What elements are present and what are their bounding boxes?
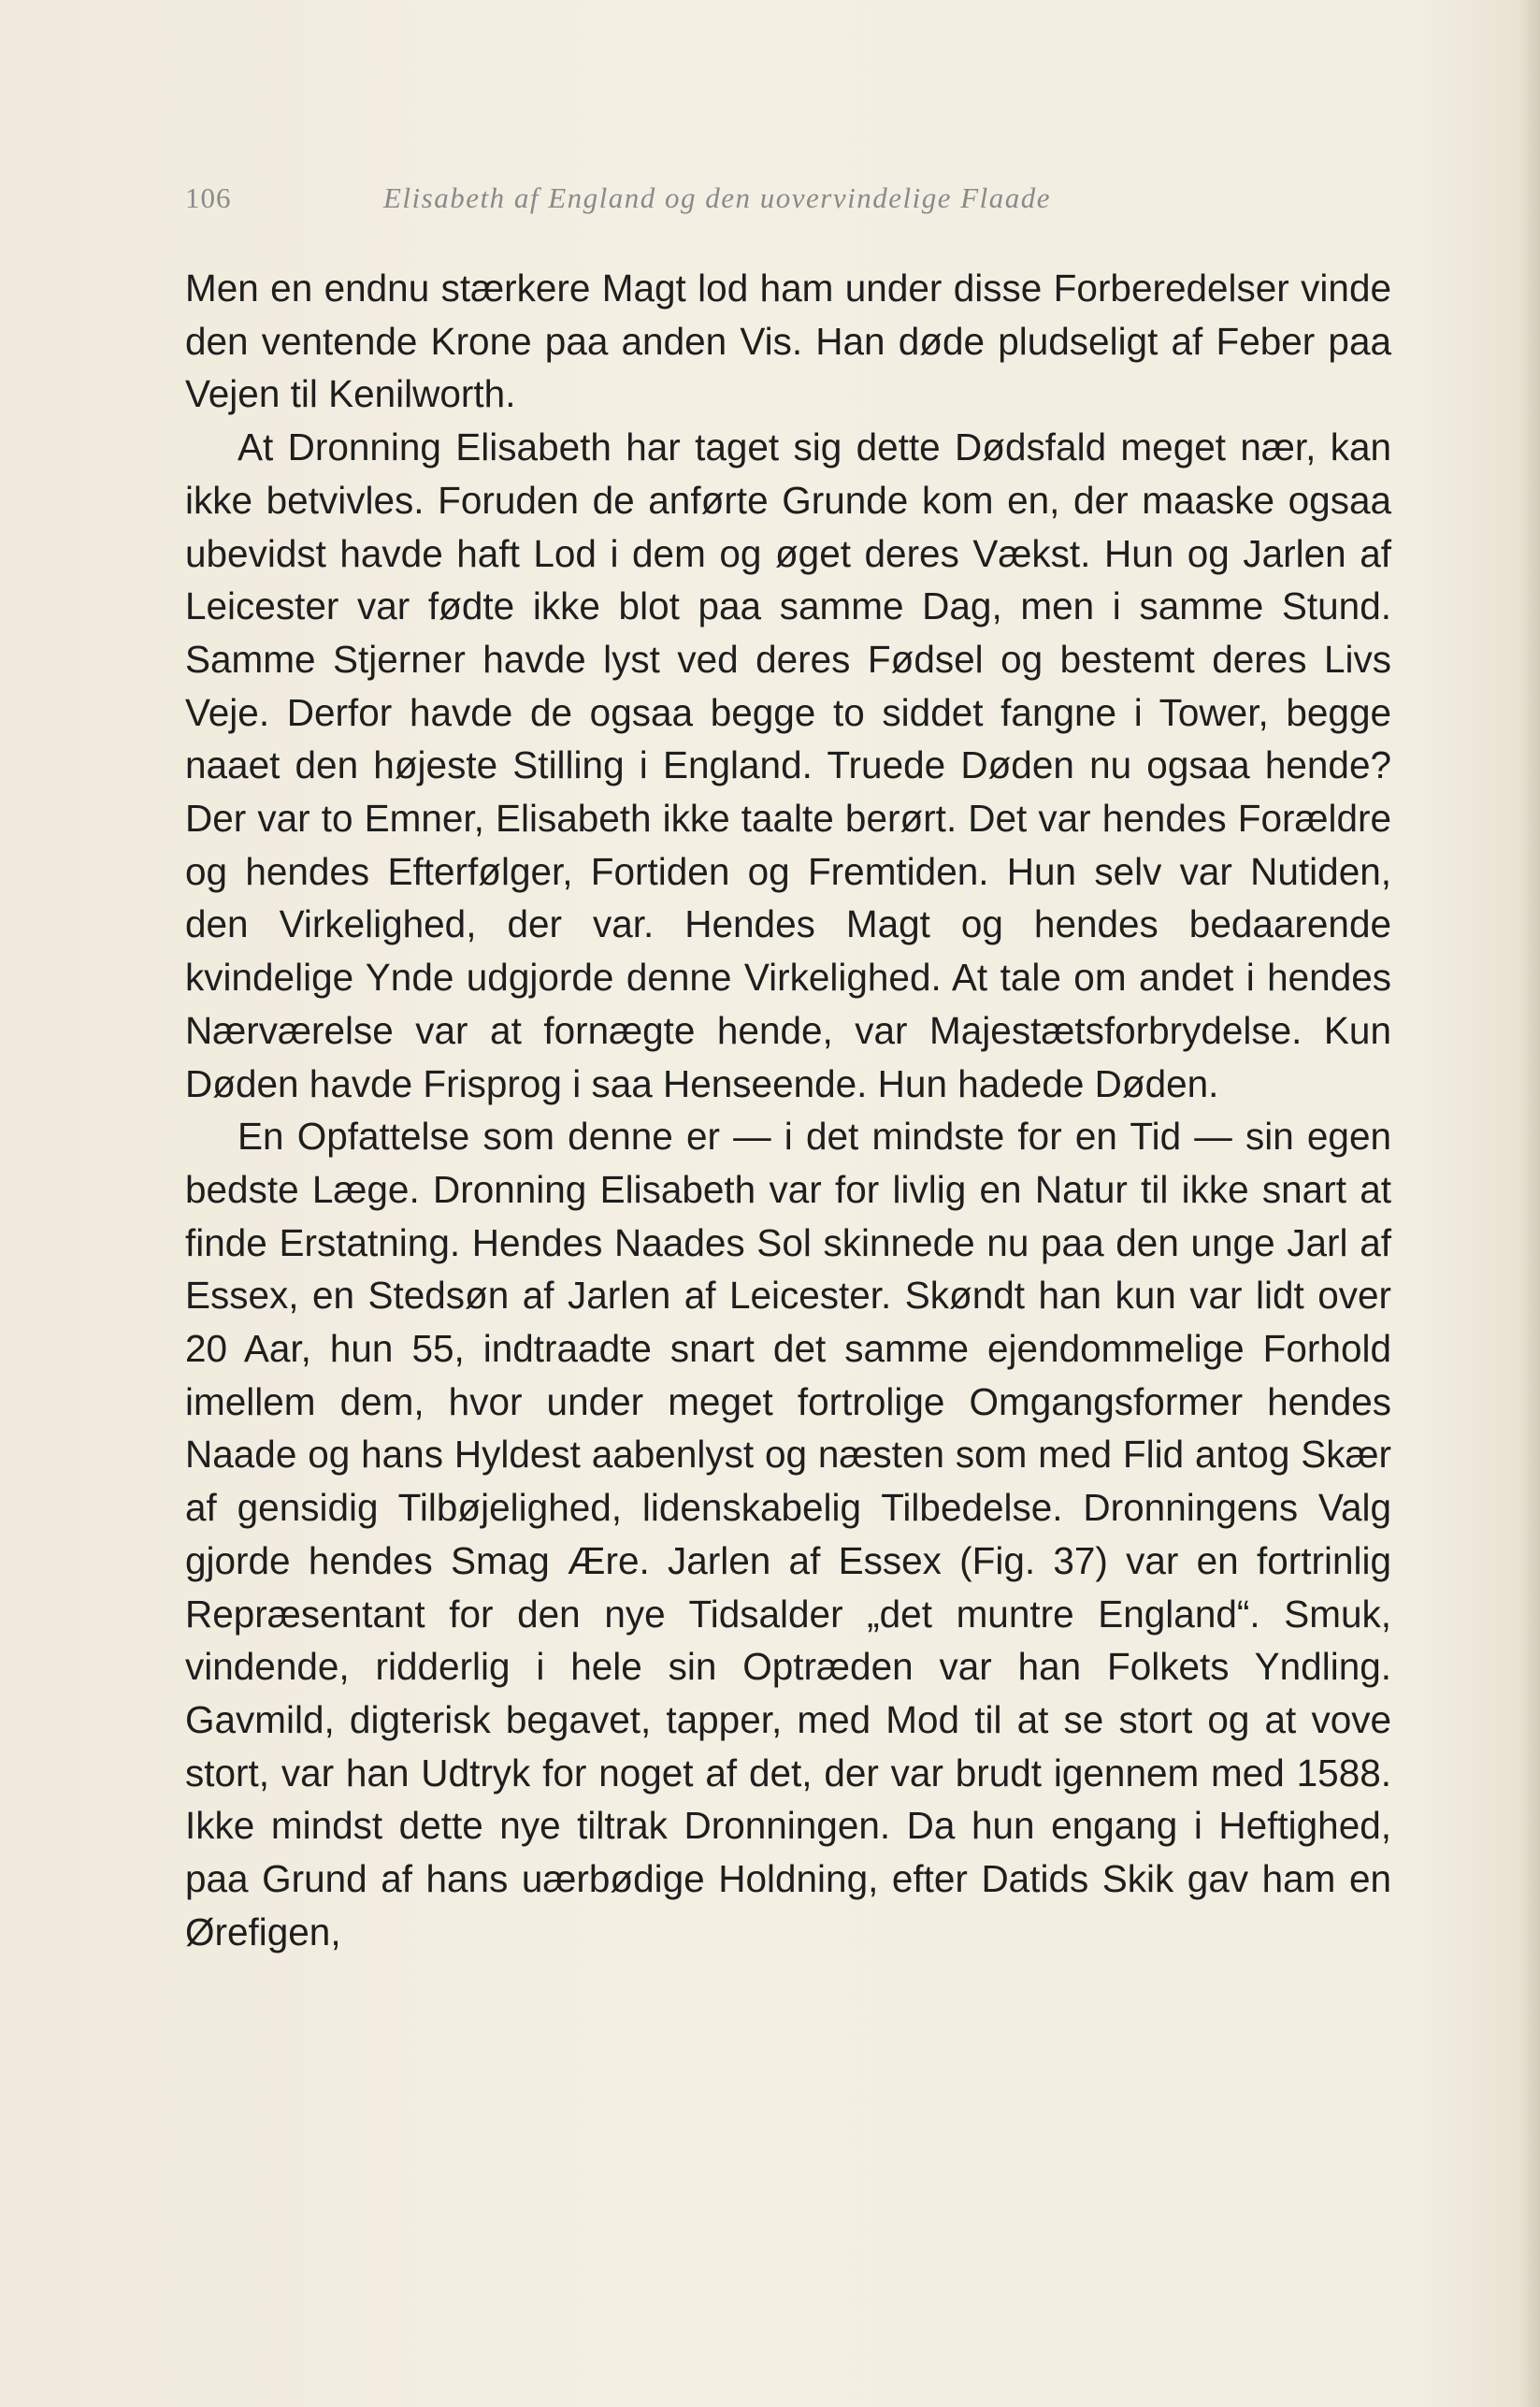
- page-number: 106: [185, 181, 232, 214]
- page-edge-shadow: [1519, 0, 1540, 2407]
- running-title: Elisabeth af England og den uovervindelige Flaade: [383, 181, 1052, 214]
- body-text: [185, 262, 1391, 1959]
- paragraph-3: En Opfattelse som denne er — i det mindste for en Tid — sin egen bedste Læge. Dronning Elisabeth var for livlig en Natur til ikke snart at finde Erstatning. Hendes Naades Sol skinnede nu paa den unge Jarl af Essex, en Stedsøn af Jarlen af Leicester. Skøndt han kun var lidt over 20 Aar, hun 55, indtraadte snart det samme ejendommelige Forhold imellem dem, hvor under meget fortrolige Omgangsformer hendes Naade og hans Hyldest aabenlyst og næsten som med Flid antog Skær af gensidig Tilbøjelighed, lidenskabelig Tilbedelse. Dronningens Valg gjorde hendes Smag Ære. Jarlen af Essex (Fig. 37) var en fortrinlig Repræsentant for den nye Tidsalder „det muntre England“. Smuk, vindende, ridderlig i hele sin Optræden var han Folkets Yndling. Gavmild, digterisk begavet, tapper, med Mod til at se stort og at vove stort, var han Udtryk for noget af det, der var brudt igennem med 1588. Ikke mindst dette nye tiltrak Dronningen. Da hun engang i Heftighed, paa Grund af hans uærbødige Holdning, efter Datids Skik gav ham en Ørefigen,: [185, 1115, 1391, 1953]
- running-header: [185, 181, 1391, 221]
- paragraph-1: Men en endnu stærkere Magt lod ham under disse Forberedelser vinde den ventende Krone paa anden Vis. Han døde pludseligt af Feber paa Vejen til Kenilworth.: [185, 267, 1391, 416]
- paragraph-2: At Dronning Elisabeth har taget sig dette Dødsfald meget nær, kan ikke betvivles. Foruden de anførte Grunde kom en, der maaske ogsaa ubevidst havde haft Lod i dem og øget deres Vækst. Hun og Jarlen af Leicester var fødte ikke blot paa samme Dag, men i samme Stund. Samme Stjerner havde lyst ved deres Fødsel og bestemt deres Livs Veje. Derfor havde de ogsaa begge to siddet fangne i Tower, begge naaet den højeste Stilling i England. Truede Døden nu ogsaa hende? Der var to Emner, Elisabeth ikke taalte berørt. Det var hendes Forældre og hendes Efterfølger, Fortiden og Fremtiden. Hun selv var Nutiden, den Virkelighed, der var. Hendes Magt og hendes bedaarende kvindelige Ynde udgjorde denne Virkelighed. At tale om andet i hendes Nærværelse var at fornægte hende, var Majestætsforbrydelse. Kun Døden havde Frisprog i saa Henseende. Hun hadede Døden.: [185, 425, 1391, 1105]
